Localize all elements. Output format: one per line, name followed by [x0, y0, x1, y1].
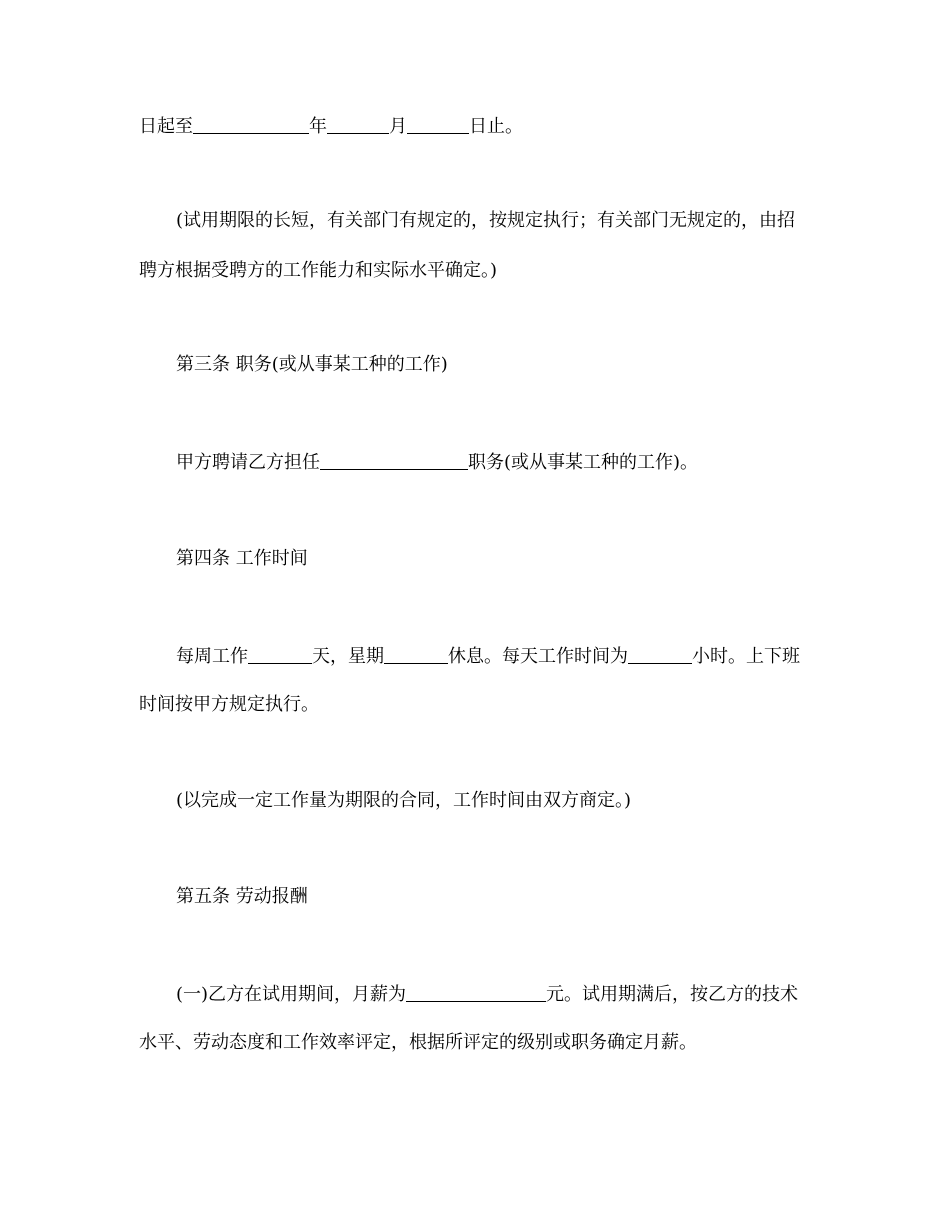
text-segment: 休息。每天工作时间为 [448, 646, 628, 667]
text-segment: 职务(或从事某工种的工作)。 [468, 452, 699, 473]
article5-heading: 第五条 劳动报酬 [176, 886, 308, 907]
blank-field-position [320, 451, 468, 470]
blank-field-weekday [384, 645, 448, 664]
blank-field-days [248, 645, 312, 664]
text-segment: 日起至 [139, 116, 193, 137]
period-line [139, 114, 523, 140]
text-segment: (一)乙方在试用期间，月薪为 [176, 984, 407, 1005]
article3-text [176, 450, 698, 476]
article4-text-line2: 时间按甲方规定执行。 [139, 694, 319, 715]
blank-field-salary [406, 983, 546, 1002]
blank-field-month [327, 115, 389, 134]
text-segment: 甲方聘请乙方担任 [176, 452, 320, 473]
article4-note: (以完成一定工作量为期限的合同，工作时间由双方商定。) [176, 790, 632, 811]
article5-item1-line1 [176, 982, 798, 1008]
article4-heading: 第四条 工作时间 [176, 548, 308, 569]
text-segment: 小时。上下班 [692, 646, 800, 667]
probation-note-line1: (试用期限的长短，有关部门有规定的，按规定执行；有关部门无规定的，由招 [176, 210, 796, 231]
probation-note-line2: 聘方根据受聘方的工作能力和实际水平确定。) [139, 260, 498, 281]
text-segment: 年 [309, 116, 327, 137]
blank-field-day [407, 115, 469, 134]
text-segment: 日止。 [469, 116, 523, 137]
text-segment: 每周工作 [176, 646, 248, 667]
article5-item1-line2: 水平、劳动态度和工作效率评定，根据所评定的级别或职务确定月薪。 [139, 1032, 697, 1053]
article4-text-line1 [176, 644, 800, 670]
text-segment: 元。试用期满后，按乙方的技术 [546, 984, 799, 1005]
text-segment: 天，星期 [312, 646, 384, 667]
blank-field-year [193, 115, 309, 134]
blank-field-hours [628, 645, 692, 664]
text-segment: 月 [389, 116, 407, 137]
article3-heading: 第三条 职务(或从事某工种的工作) [176, 354, 448, 375]
